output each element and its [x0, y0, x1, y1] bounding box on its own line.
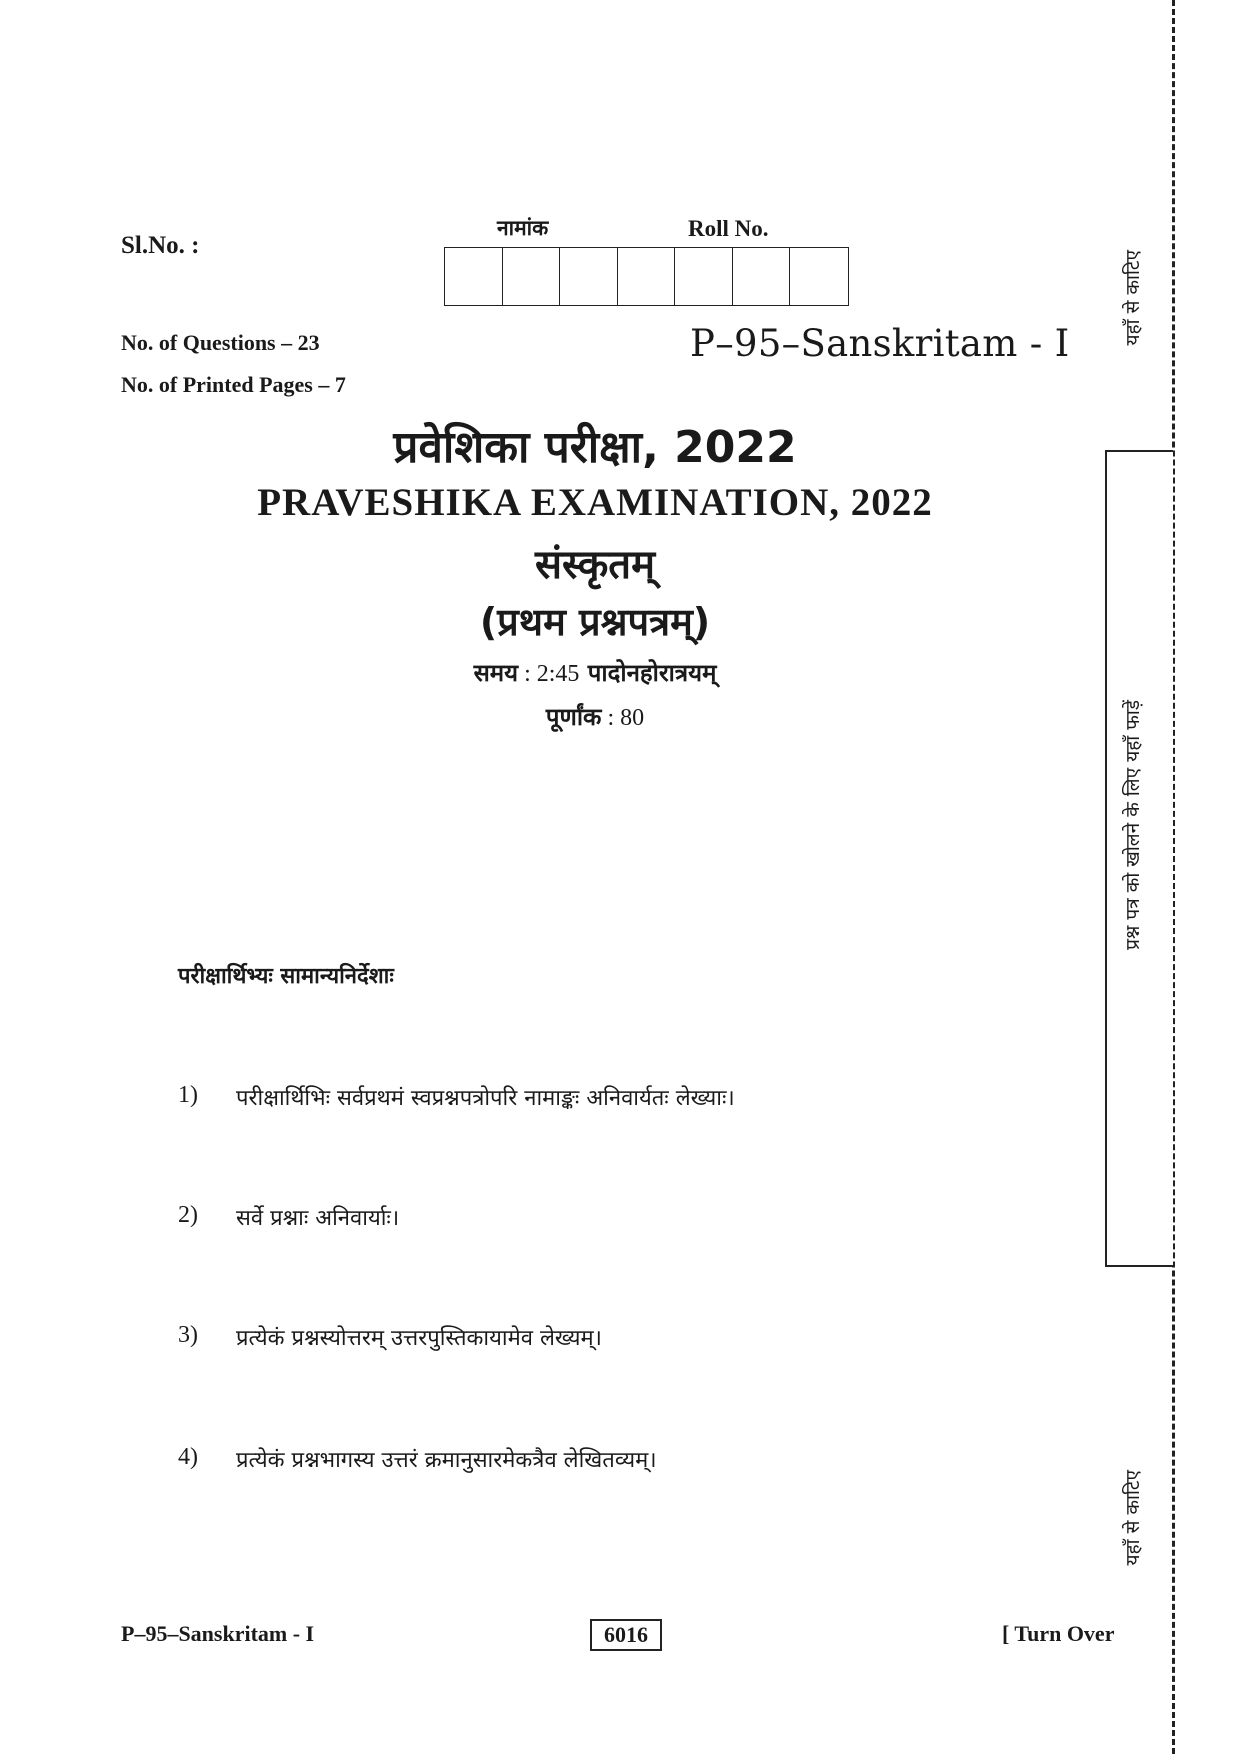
number-of-questions: No. of Questions – 23 — [121, 330, 320, 355]
instruction-item — [178, 1082, 735, 1112]
marks-label: पूर्णांक — [545, 703, 602, 731]
time-value: 2:45 — [536, 661, 580, 687]
marks-value: 80 — [620, 705, 645, 731]
time-label: समय — [473, 659, 519, 687]
footer-paper-code: P–95–Sanskritam - I — [121, 1621, 315, 1646]
turn-over-label: [ Turn Over — [1002, 1621, 1115, 1646]
instructions-heading: परीक्षार्थिभ्यः सामान्यनिर्देशाः — [178, 964, 394, 989]
roll-number-box[interactable] — [790, 248, 848, 305]
instruction-text: परीक्षार्थिभिः सर्वप्रथमं स्वप्रश्नपत्रोपरि नामाङ्कः अनिवार्यतः लेख्याः। — [236, 1086, 735, 1111]
instruction-number: 3) — [178, 1322, 198, 1348]
roll-number-box[interactable] — [560, 248, 618, 305]
tear-here-label: प्रश्न पत्र को खोलने के लिए यहाँ फाड़ें — [1122, 700, 1144, 950]
roll-number-box[interactable] — [733, 248, 791, 305]
marks-line — [0, 700, 1190, 733]
roll-number-box[interactable] — [618, 248, 676, 305]
instruction-number: 2) — [178, 1202, 198, 1228]
namank-label: नामांक — [497, 216, 549, 240]
cut-here-top-label: यहाँ से काटिए — [1122, 250, 1144, 346]
roll-number-label: Roll No. — [688, 216, 769, 241]
instruction-item — [178, 1444, 657, 1474]
time-unit: पादोनहोरात्रयम् — [579, 659, 717, 687]
time-line — [0, 656, 1190, 689]
instruction-item — [178, 1202, 399, 1232]
marks-separator: : — [601, 705, 621, 731]
instruction-number: 1) — [178, 1082, 198, 1108]
subject-title: संस्कृतम् — [534, 542, 656, 588]
instruction-text: सर्वे प्रश्नाः अनिवार्याः। — [236, 1206, 400, 1231]
exam-title-hindi: प्रवेशिका परीक्षा, 2022 — [393, 422, 797, 473]
paper-code: P–95–Sanskritam - I — [690, 322, 1070, 365]
instruction-text: प्रत्येकं प्रश्नभागस्य उत्तरं क्रमानुसारमेकत्रैव लेखितव्यम्। — [236, 1448, 657, 1473]
serial-number-label: Sl.No. : — [121, 232, 200, 259]
instruction-item — [178, 1322, 602, 1352]
instruction-text: प्रत्येकं प्रश्नस्योत्तरम् उत्तरपुस्तिकायामेव लेख्यम्। — [236, 1326, 603, 1351]
paper-title: (प्रथम प्रश्नपत्रम्) — [479, 600, 711, 644]
instruction-number: 4) — [178, 1444, 198, 1470]
footer-code-box: 6016 — [590, 1619, 662, 1651]
roll-number-boxes — [444, 247, 849, 306]
exam-title-english: PRAVESHIKA EXAMINATION, 2022 — [257, 481, 933, 524]
roll-number-box[interactable] — [503, 248, 561, 305]
roll-number-box[interactable] — [675, 248, 733, 305]
cut-here-bottom-label: यहाँ से काटिए — [1122, 1470, 1144, 1566]
time-separator: : — [518, 661, 537, 687]
number-of-pages: No. of Printed Pages – 7 — [121, 372, 346, 397]
roll-number-box[interactable] — [445, 248, 503, 305]
